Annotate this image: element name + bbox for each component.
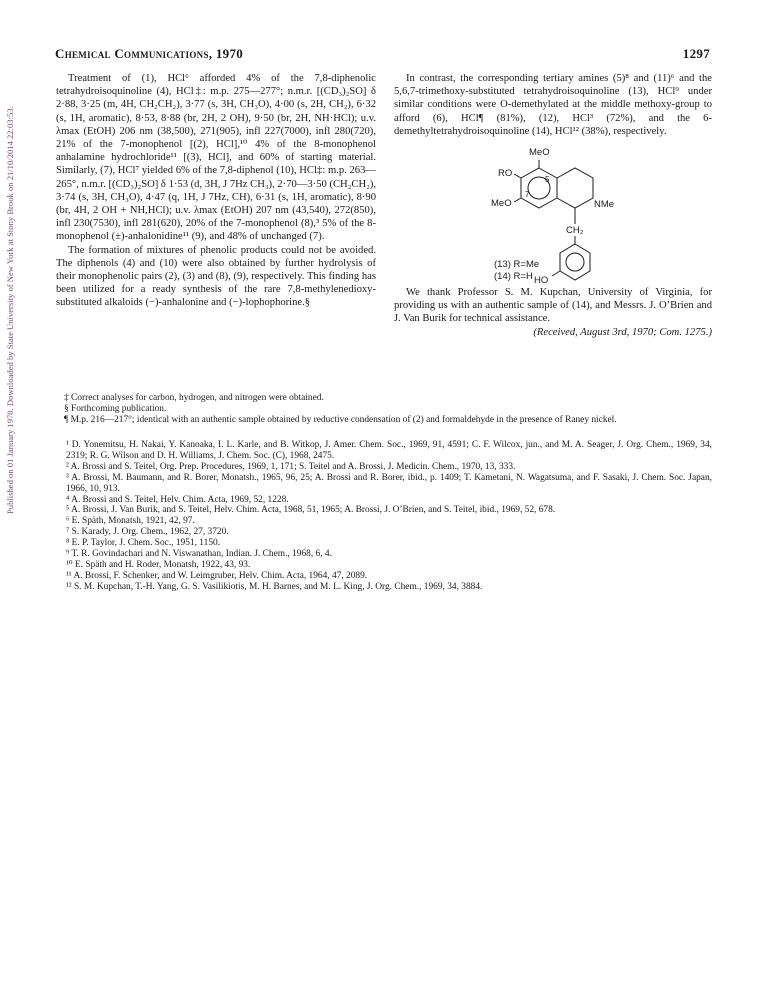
nme-label: NMe (594, 199, 615, 211)
reference: ² A. Brossi and S. Teitel, Org. Prep. Procedures, 1969, 1, 171; S. Teitel and A. Brossi, J. Medicin. Chem., 1970, 13, 333. (66, 461, 516, 472)
reference: ⁶ E. Späth, Monatsh, 1921, 42, 97. (66, 516, 195, 527)
tetrahydroisoquinoline-structure (394, 146, 712, 286)
acknowledgement: We thank Professor S. M. Kupchan, University of Virginia, for providing us with an authentic sample of (14), and Messrs. J. O’Brien and J. Van Burik for technical assistance. (394, 287, 712, 325)
footnote: ¶ M.p. 216—217°; identical with an authentic sample obtained by reductive condensation of (2) and formaldehyde in the presence of Raney nickel. (64, 414, 617, 425)
reference: ³ A. Brossi, M. Baumann, and R. Borer, Monatsh., 1965, 96, 25; A. Brossi and R. Borer, ibid., p. 1409; T. Kametani, N. Wagatsuma, and F. Sasaki, J. Chem. Soc. Japan, 1966, 10, 913. (66, 472, 712, 494)
page-number: 1297 (682, 46, 710, 61)
position-5-label: 5 (545, 175, 550, 185)
footnote: § Forthcoming publication. (64, 403, 167, 414)
paragraph-treatment: Treatment of (1), HCl⁶ afforded 4% of the 7,8-diphenolic tetrahydroisoquinoline (4), HCl‡: m.p. 275—277°; n.m.r. [(CD₃)₂SO] δ 2·88, 3·25 (m, 4H, CH₂CH₂), 3·77 (s, 3H, CH₃O), 4·00 (s, 2H, CH₂), 6·32 (s, 1H, aromatic), 8·53, 8·88 (br, 2H, 2 OH), 9·50 (br, 2H, NH·HCl); u.v. λmax (EtOH) 206 nm (38,500), 271(905), infl 227(7000), infl 280(720), 21% of the 7-monophenol [(2), HCl],¹⁰ 4% of the 8-monophenol anhalamine hydrochloride¹¹ [(3), HCl], and 60% of starting material. Similarly, (7), HCl⁷ yielded 6% of the 7,8-diphenol (10), HCl‡: m.p. 263—265°, n.m.r. [(CD₃)₂SO] δ 1·53 (d, 3H, J 7Hz CH₃), 2·70—3·50 (CH₂CH₂), 3·74 (s, 3H, CH₃O), 4·47 (q, 1H, J 7Hz, CH), 6·31 (s, 1H, aromatic), 8·90 (br, 4H, 2 OH + NH,HCl); u.v. λmax (EtOH) 207 nm (43,540), 272(850), infl 230(7530), infl 281(620), 20% of the 7-monophenol (8),³ 5% of the 8-monophenol (±)-anhalonidine¹¹ (9), and 48% of unchanged (7). (56, 73, 376, 243)
ch2-label: CH₂ (566, 225, 584, 237)
reference: ⁹ T. R. Govindachari and N. Viswanathan, Indian. J. Chem., 1968, 6, 4. (66, 549, 332, 560)
reference: ¹⁰ E. Späth and H. Roder, Monatsh, 1922, 43, 93. (66, 559, 251, 570)
references (56, 440, 712, 593)
ho-label: HO (534, 275, 549, 287)
right-column (394, 72, 712, 339)
ro-label: RO (498, 168, 513, 180)
compound-14-label: (14) R=H (494, 271, 533, 283)
page-header (55, 46, 710, 62)
meo-top-label: MeO (529, 147, 550, 159)
paragraph-contrast: In contrast, the corresponding tertiary amines (5)⁸ and (11)⁶ and the 5,6,7-trimethoxy-substituted tetrahydroisoquinoline (13), HCl⁹ under similar conditions were O-demethylated at the middle methoxy-group to afford (6), HCl¶ (81%), (12), HCl³ (72%), and the 6-demethyltetrahydroisoquinoline (14), HCl¹² (38%), respectively. (394, 73, 712, 137)
journal-title: Chemical Communications, 1970 (55, 46, 244, 61)
footnotes (56, 393, 712, 426)
left-column (56, 72, 376, 310)
meo-left-label: MeO (491, 198, 512, 210)
structure-figure (394, 146, 712, 286)
compound-13-label: (13) R=Me (494, 259, 540, 271)
reference: ⁷ S. Karady, J. Org. Chem., 1962, 27, 3720. (66, 527, 229, 538)
position-7-label: 7 (525, 190, 530, 200)
reference: ¹¹ A. Brossi, F. Schenker, and W. Leimgruber, Helv. Chim. Acta, 1964, 47, 2089. (66, 570, 368, 581)
received-line: (Received, August 3rd, 1970; Com. 1275.) (533, 326, 712, 338)
footnote: ‡ Correct analyses for carbon, hydrogen, and nitrogen were obtained. (64, 393, 324, 403)
reference: ¹² S. M. Kupchan, T.-H. Yang, G. S. Vasilikiotis, M. H. Barnes, and M. L. King, J. Org. Chem., 1969, 34, 3884. (66, 581, 483, 592)
download-sidebar-text: Published on 01 January 1970. Downloaded by State University of New York at Stony Brook on 21/10/2014 22:03:53. (5, 106, 15, 514)
reference: ⁴ A. Brossi and S. Teitel, Helv. Chim. Acta, 1969, 52, 1228. (66, 494, 289, 505)
paragraph-formation: The formation of mixtures of phenolic products could not be avoided. The diphenols (4) and (10) were also obtained by further hydrolysis of their monophenolic pairs (2), (3) and (8), (9), respectively. This finding has been utilized for a ready synthesis of the rare 7,8-methylenedioxy-substituted alkaloids (−)-anhalonine and (−)-lophophorine.§ (56, 244, 376, 309)
reference: ¹ D. Yonemitsu, H. Nakai, Y. Kanoaka, I. L. Karle, and B. Witkop, J. Amer. Chem. Soc., 1969, 91, 4591; C. F. Wilcox, jun., and M. A. Seager, J. Org. Chem., 1969, 34, 2319; R. G. Wilson and D. H. Williams, J. Chem. Soc. (C), 1968, 2475. (66, 440, 712, 461)
reference: ⁵ A. Brossi, J. Van Burik, and S. Teitel, Helv. Chim. Acta, 1968, 51, 1965; A. Brossi, J. O’Brien, and S. Teitel, ibid., 1969, 52, 678. (66, 505, 556, 516)
reference: ⁸ E. P. Taylor, J. Chem. Soc., 1951, 1150. (66, 538, 221, 549)
